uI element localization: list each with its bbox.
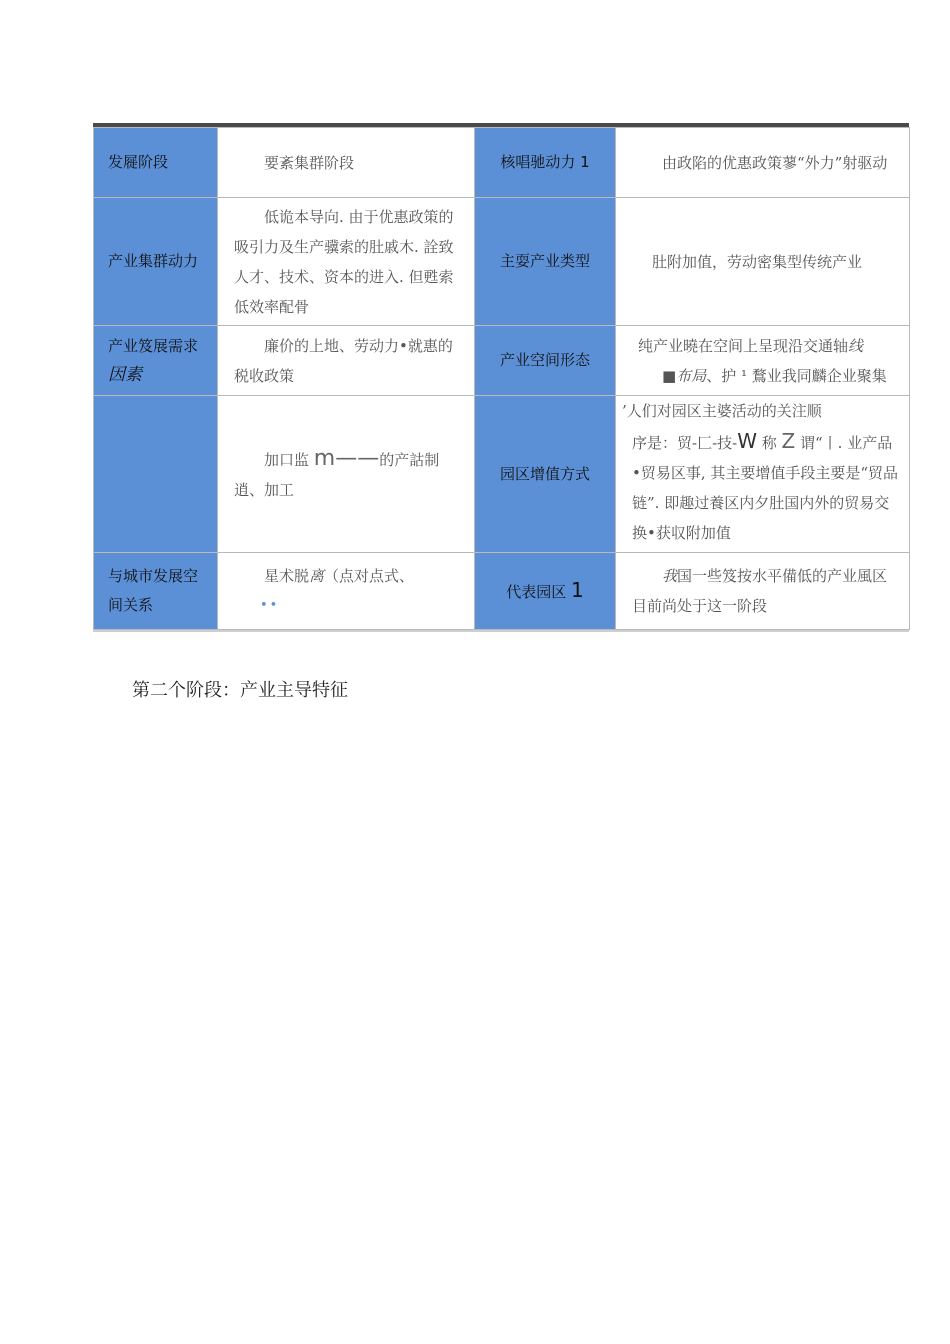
text-part: 星术脱: [264, 567, 310, 585]
cell-text: 肚附加值，劳动密集型传统产业: [652, 252, 863, 271]
cell-text: [632, 561, 899, 621]
text-part: （点对点式、: [324, 567, 415, 585]
row-value-value-add: [616, 396, 910, 553]
row-label-representative-park: [475, 553, 616, 630]
table-row: [94, 553, 910, 630]
label-big: 1: [571, 577, 584, 602]
row-label-stage: 发屣阶段: [94, 128, 218, 198]
row-value-cluster-driver: [218, 198, 475, 326]
table-row: [94, 128, 910, 198]
text-part: 的产詁制逍、加工: [234, 450, 440, 499]
text-italic: 离: [309, 567, 325, 585]
cell-text: [234, 444, 464, 505]
row-value-industry-type: [616, 198, 910, 326]
text-italic: 线: [848, 336, 864, 355]
row-value-stage: [218, 128, 475, 198]
row-label-spatial-form: 产业空间形态: [475, 326, 616, 396]
cell-text: 低诡本导向. 由于优惠政策的吸引力及生产骥索的肚戚木. 詮致人才、技术、资本的进入. 但甦索低效率配骨: [234, 207, 454, 316]
row-label-driver: 核唱驰动力 1: [475, 128, 616, 198]
cell-text: 由政陷的优惠政策蓼“外力”射驱动: [662, 153, 888, 172]
label-text: 产业笈展需求: [108, 336, 199, 355]
cell-text: [234, 561, 464, 591]
dots-mark: ••: [260, 598, 280, 613]
row-value-demand-factors: [218, 326, 475, 396]
row-value-city-relation: [218, 553, 475, 630]
text-part: 国一些笈按水平備低的产业風区目前尚处于这一阶段: [632, 567, 888, 615]
row-value-driver: [616, 128, 910, 198]
cell-text: [638, 331, 899, 361]
cell-text: 要紊集群阶段: [264, 153, 355, 172]
row-value-processing: [218, 396, 475, 553]
row-label-empty: [94, 396, 218, 553]
row-label-value-add: 园区增值方式: [475, 396, 616, 553]
row-value-representative-park: [616, 553, 910, 630]
section-caption: 第二个阶段：产业主导特征: [132, 680, 348, 701]
table-row: [94, 326, 910, 396]
text-part: 序是：贸-匚-技-: [632, 434, 738, 452]
text-big: W: [737, 429, 757, 453]
label-text: 代表园区: [506, 582, 567, 601]
text-big: m——: [313, 445, 380, 471]
cell-text: [638, 361, 899, 391]
cell-text: 廉价的上地、劳动力•就惠的税收政策: [234, 336, 453, 385]
text-part: 、护 ¹ 鶩业我同麟企业聚集: [706, 366, 887, 385]
row-label-industry-type: 主耍产业类型: [475, 198, 616, 326]
text-part: 纯产业曉在空间上呈现沿交通轴: [638, 336, 849, 355]
row-label-cluster-driver: 产业集群动力: [94, 198, 218, 326]
text-italic: ■布局: [662, 366, 707, 385]
text-part: 加口监: [264, 450, 314, 469]
cell-text: [622, 426, 899, 548]
cell-text: ’人们对园区主婆活动的关注顺: [622, 402, 822, 420]
text-big: Z: [781, 429, 796, 453]
text-italic: 我: [662, 567, 678, 585]
table-row: [94, 396, 910, 553]
feature-table: [93, 127, 910, 630]
row-label-city-relation: 与城市发展空间关系: [94, 553, 218, 630]
table-row: [94, 198, 910, 326]
text-part: 称: [757, 434, 782, 452]
label-text-extra: 因素: [108, 364, 142, 385]
text-part: 谓“丨. 业产品•贸易区事, 其主要增值手段主要是“贸品链”. 即趣过養区内夕肚国内外的贸易交换•获収附加值: [632, 434, 899, 542]
stage-feature-table: [93, 123, 909, 632]
row-value-spatial-form: [616, 326, 910, 396]
row-label-demand-factors: [94, 326, 218, 396]
